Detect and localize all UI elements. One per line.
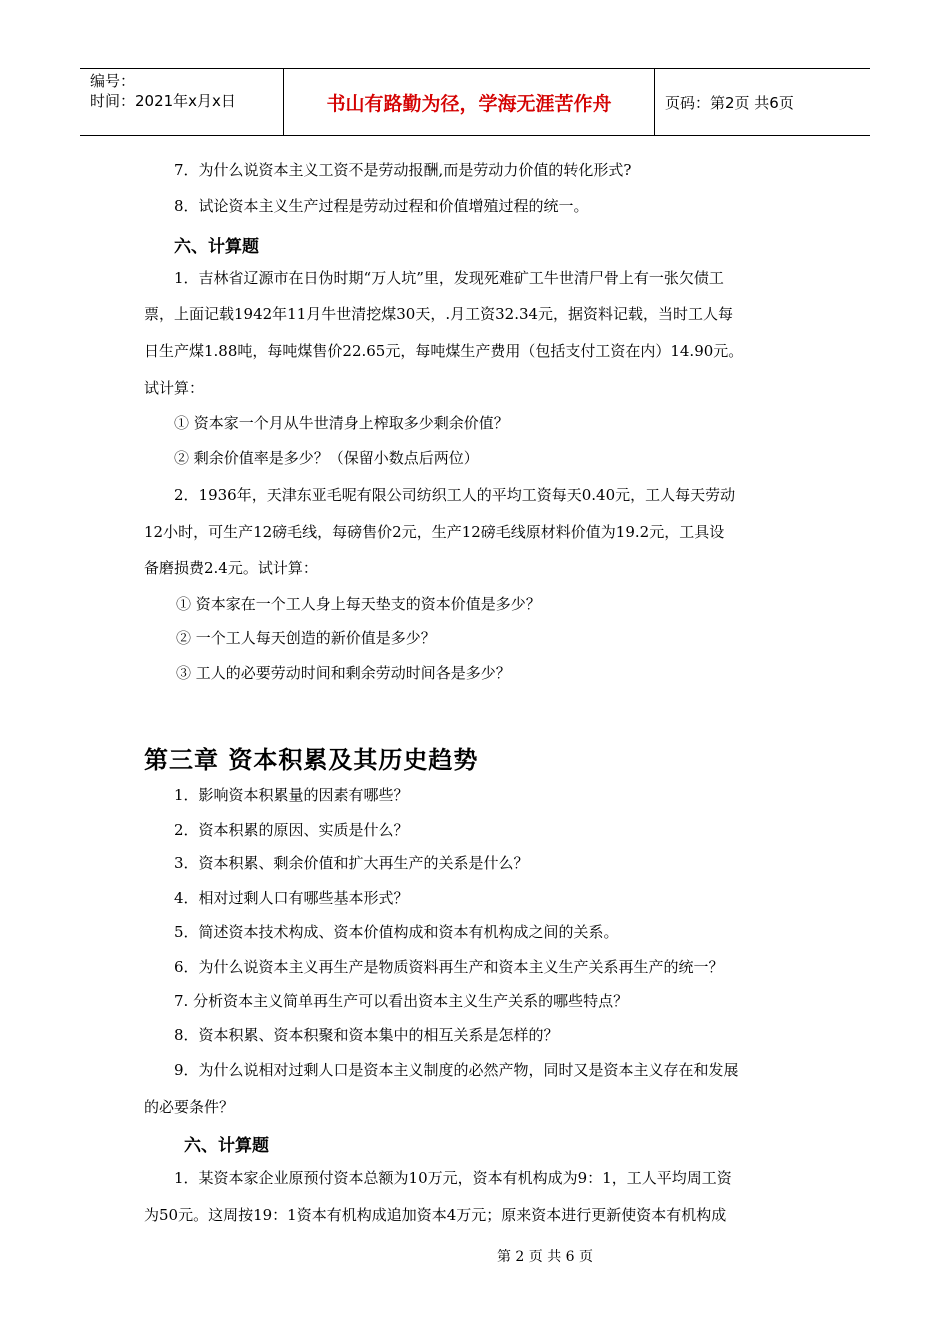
chapter3-question: 6．为什么说资本主义再生产是物质资料再生产和资本主义生产关系再生产的统一？ [174,958,724,976]
calc1-subquestion: ② 剩余价值率是多少？（保留小数点后两位） [174,449,479,467]
calc2-paragraph-line: 备磨损费2.4元。试计算： [144,559,318,577]
chapter3-question-continued: 的必要条件？ [144,1098,235,1116]
time-label: 时间：2021年x月x日 [90,92,236,110]
header-motto: 书山有路勤为径，学海无涯苦作舟 [283,69,655,135]
calc2-subquestion: ② 一个工人每天创造的新价值是多少？ [176,629,436,647]
question-7: 7．为什么说资本主义工资不是劳动报酬,而是劳动力价值的转化形式? [174,161,632,179]
calc2-paragraph-line: 2．1936年，天津东亚毛呢有限公司纺织工人的平均工资每天0.40元，工人每天劳动 [174,486,736,504]
chapter3-calc-line: 1．某资本家企业原预付资本总额为10万元，资本有机构成为9：1，工人平均周工资 [174,1169,732,1187]
chapter3-question: 9．为什么说相对过剩人口是资本主义制度的必然产物，同时又是资本主义存在和发展 [174,1061,739,1079]
chapter3-question: 3．资本积累、剩余价值和扩大再生产的关系是什么？ [174,854,529,872]
calc1-subquestion: ① 资本家一个月从牛世清身上榨取多少剩余价值？ [174,414,509,432]
calc1-paragraph-line: 1．吉林省辽源市在日伪时期“万人坑”里，发现死难矿工牛世清尸骨上有一张欠债工 [174,269,724,287]
code-label: 编号： [90,72,136,90]
footer-page-number: 第 2 页 共 6 页 [496,1249,594,1265]
section-heading-calc-1: 六、计算题 [174,237,259,257]
section-heading-calc-2: 六、计算题 [184,1136,269,1156]
calc1-paragraph-line: 票，上面记载1942年11月牛世清挖煤30天，.月工资32.34元，据资料记载，当时工人每 [144,305,734,323]
chapter3-question: 8．资本积累、资本积聚和资本集中的相互关系是怎样的？ [174,1026,559,1044]
chapter3-question: 2．资本积累的原因、实质是什么？ [174,821,409,839]
calc1-paragraph-line: 日生产煤1.88吨，每吨煤售价22.65元，每吨煤生产费用（包括支付工资在内）14.90元。 [144,342,744,360]
chapter3-question: 1．影响资本积累量的因素有哪些？ [174,786,409,804]
calc2-subquestion: ① 资本家在一个工人身上每天垫支的资本价值是多少？ [176,595,541,613]
question-8: 8．试论资本主义生产过程是劳动过程和价值增殖过程的统一。 [174,197,589,215]
chapter-title: 第三章 资本积累及其历史趋势 [144,746,479,774]
chapter3-question: 5．简述资本技术构成、资本价值构成和资本有机构成之间的关系。 [174,923,619,941]
calc2-subquestion: ③ 工人的必要劳动时间和剩余劳动时间各是多少？ [176,664,511,682]
chapter3-question: 4．相对过剩人口有哪些基本形式？ [174,889,409,907]
header-meta [80,69,283,135]
chapter3-calc-line: 为50元。这周按19：1资本有机构成追加资本4万元；原来资本进行更新使资本有机构成 [144,1206,727,1224]
chapter3-question: 7. 分析资本主义简单再生产可以看出资本主义生产关系的哪些特点？ [174,992,629,1010]
calc1-paragraph-line: 试计算： [144,379,205,397]
calc2-paragraph-line: 12小时，可生产12磅毛线，每磅售价2元，生产12磅毛线原材料价值为19.2元，工具设 [144,523,725,541]
header-page-label: 页码：第2页 共6页 [665,93,794,112]
page-footer [0,1246,950,1266]
page-header [80,68,870,136]
